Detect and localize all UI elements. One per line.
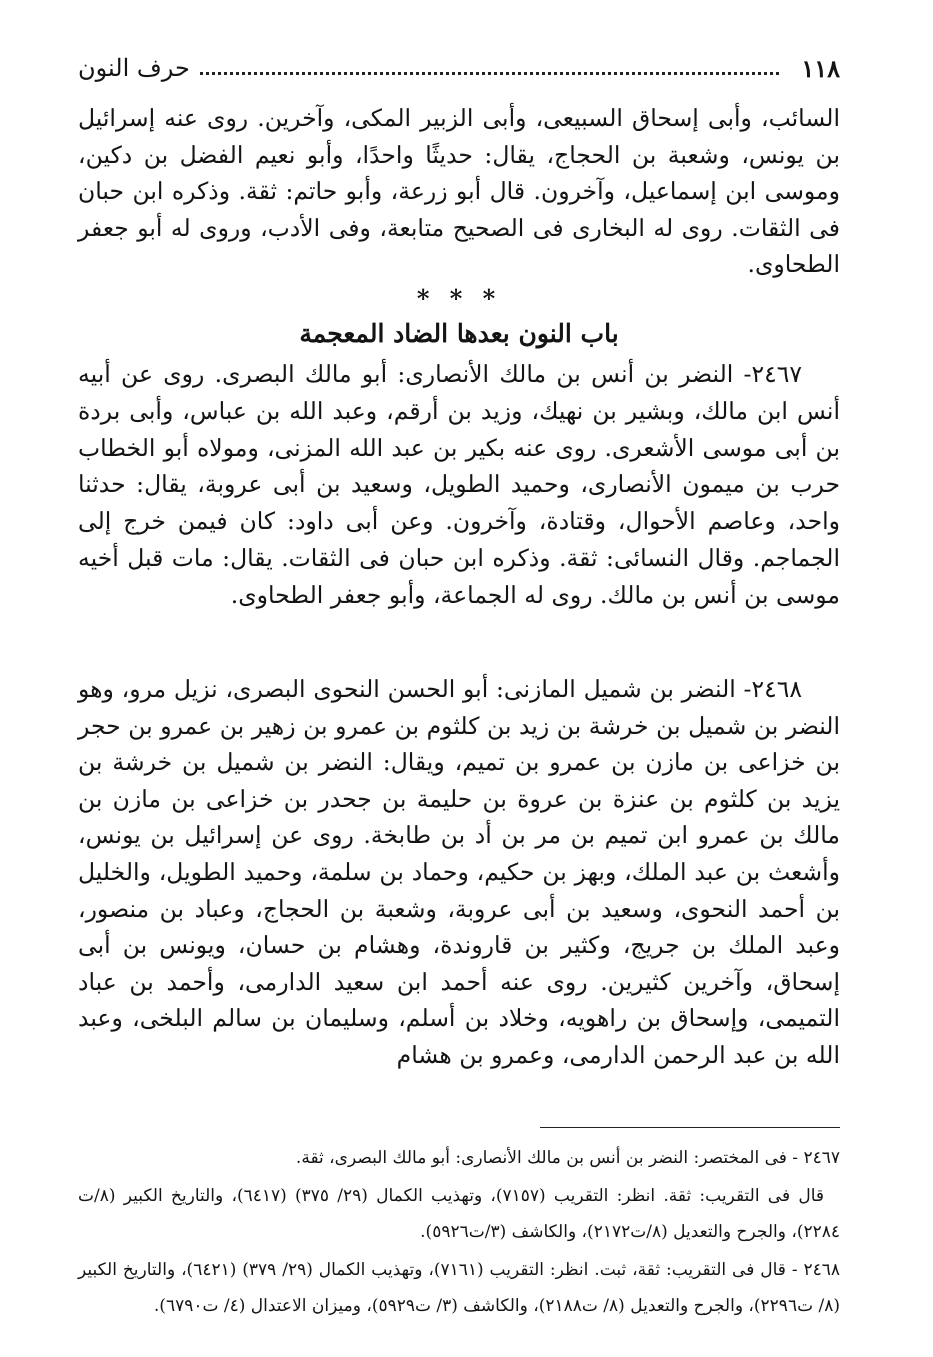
entry-2468: ٢٤٦٨- النضر بن شميل المازنى: أبو الحسن النحوى البصرى، نزيل مرو، وهو النضر بن شميل بن خرشة بن زيد بن كلثوم بن عمرو بن زهير بن عمرو بن حجر بن خزاعى بن مازن بن عمرو بن تميم، ويقال: النضر بن شميل بن خرشة بن يزيد بن كلثوم بن عنزة بن عروة بن حليمة بن جحدر بن خزاعى بن مازن بن مالك بن عمرو ابن تميم بن مر بن أد بن طابخة. روى عن إسرائيل بن يونس، وأشعث بن عبد الملك، وبهز بن حكيم، وحماد بن سلمة، وحميد الطويل، والخليل بن أحمد النحوى، وسعيد بن أبى عروبة، وشعبة بن الحجاج، وعباد بن منصور، وعبد الملك بن جريج، وكثير بن قاروندة، وهشام بن حسان، ويونس بن أبى إسحاق، وآخرين كثيرين. روى عنه أحمد ابن سعيد الدارمى، وأحمد بن عباد التميمى، وإسحاق بن راهويه، وخلاد بن أسلم، وسليمان بن سالم البلخى، وعبد الله بن عبد الرحمن الدارمى، وعمرو بن هشام — [78, 675, 840, 1069]
intro-paragraph: السائب، وأبى إسحاق السبيعى، وأبى الزبير المكى، وآخرين. روى عنه إسرائيل بن يونس، وشعبة بن الحجاج، يقال: حديثًا واحدًا، وأبو نعيم الفضل بن دكين، وموسى ابن إسماعيل، وآخرون. قال أبو زرعة، وأبو حاتم: ثقة. وذكره ابن حبان فى الثقات. روى له البخارى فى الصحيح متابعة، وفى الأدب، وروى له أبو جعفر الطحاوى. — [78, 104, 840, 278]
footnote-2467-taqrib: قال فى التقريب: ثقة. انظر: التقريب (٧١٥٧)، وتهذيب الكمال (٢٩/ ٣٧٥) (٦٤١٧)، والتاريخ الكبير (٨/ت ٢٢٨٤)، والجرح والتعديل (٨/ت٢١٧٢)، والكاشف (٣/ت٥٩٢٦). — [78, 1186, 840, 1242]
chapter-title: حرف النون — [78, 54, 190, 82]
page-number: ١١٨ — [801, 53, 840, 83]
section-title: باب النون بعدها الضاد المعجمة — [299, 319, 619, 348]
entry-2467: ٢٤٦٧- النضر بن أنس بن مالك الأنصارى: أبو مالك البصرى. روى عن أبيه أنس ابن مالك، وبشير بن نهيك، وزيد بن أرقم، وعبد الله بن عباس، وأبى بردة بن أبى موسى الأشعرى. روى عنه بكير بن عبد الله المزنى، ومولاه أبو الخطاب حرب بن ميمون الأنصارى، وحميد الطويل، وسعيد بن أبى عروبة، يقال: حدثنا واحد، وعاصم الأحوال، وقتادة، وآخرون. وعن أبى داود: كان فيمن خرج إلى الجماجم. وقال النسائى: ثقة. وذكره ابن حبان فى الثقات. يقال: مات قبل أخيه موسى بن أنس بن مالك. روى له الجماعة، وأبو جعفر الطحاوى. — [78, 360, 840, 609]
footnote-2467-mukhtasar: ٢٤٦٧ - فى المختصر: النضر بن أنس بن مالك الأنصارى: أبو مالك البصرى، ثقة. — [295, 1148, 840, 1168]
footnote-2468: ٢٤٦٨ - قال فى التقريب: ثقة، ثبت. انظر: التقريب (٧١٦١)، وتهذيب الكمال (٢٩/ ٣٧٩) (٦٤٢١)، والتاريخ الكبير (٨/ ت٢٢٩٦)، والجرح والتعديل (٨/ ت٢١٨٨)، والكاشف (٣/ ت٥٩٢٩)، وميزان الاعتدال (٤/ ت٦٧٩٠). — [78, 1260, 840, 1316]
main-text — [78, 100, 840, 1074]
footnote-divider — [540, 1127, 840, 1128]
footnotes — [78, 1140, 840, 1326]
header-dotted-leader — [200, 72, 779, 75]
page-header — [78, 48, 840, 88]
section-separator-stars: * * * — [416, 284, 502, 313]
